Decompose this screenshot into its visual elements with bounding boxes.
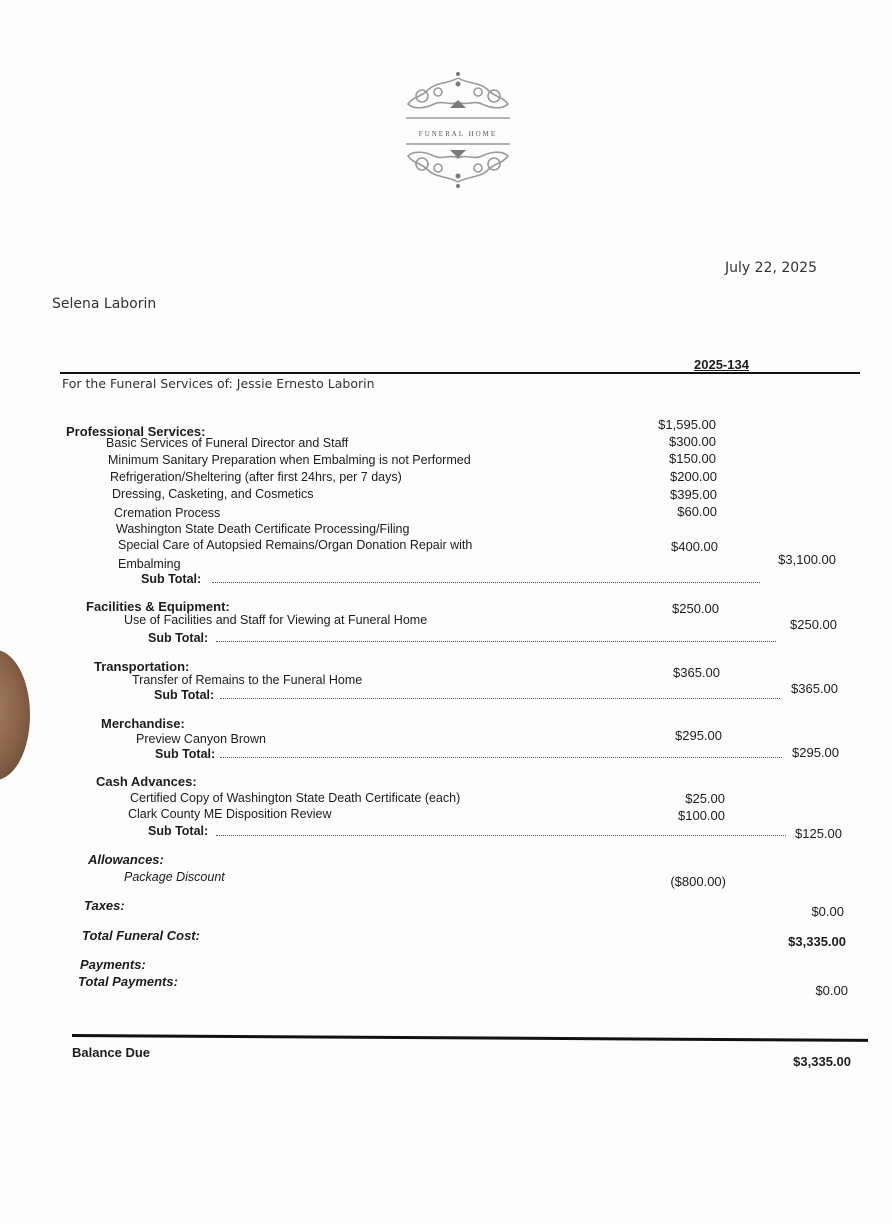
line-item-label: Package Discount — [124, 870, 225, 884]
professional-title: Professional Services: — [66, 424, 206, 439]
line-item-label: Transfer of Remains to the Funeral Home — [132, 673, 363, 687]
service-line — [62, 376, 375, 391]
line-item-amount: $395.00 — [670, 487, 717, 502]
payments-label: Payments: — [80, 957, 146, 972]
line-item-label: Minimum Sanitary Preparation when Embalming is not Performed — [108, 453, 471, 467]
leader-dots — [216, 835, 786, 836]
subtotal-label: Sub Total: — [155, 747, 216, 761]
leader-dots — [220, 757, 782, 758]
line-item-label: Cremation Process — [114, 506, 221, 520]
line-item-amount: $400.00 — [671, 539, 718, 554]
deceased-name: Jessie Ernesto Laborin — [236, 376, 375, 391]
document-date: July 22, 2025 — [725, 260, 817, 276]
line-item-label: Clark County ME Disposition Review — [128, 807, 332, 821]
line-item-label: Use of Facilities and Staff for Viewing at Funeral Home — [124, 613, 428, 627]
recipient-name: Selena Laborin — [52, 296, 157, 312]
taxes-amount: $0.00 — [811, 904, 844, 919]
total-cost-amount: $3,335.00 — [788, 934, 846, 949]
line-item-label: Basic Services of Funeral Director and Staff — [106, 436, 349, 450]
subtotal-amount: $250.00 — [790, 617, 837, 632]
total-cost-label: Total Funeral Cost: — [82, 928, 200, 943]
line-item-label: Washington State Death Certificate Processing/Filing — [116, 522, 410, 536]
line-item-label: Certified Copy of Washington State Death Certificate (each) — [130, 791, 461, 805]
taxes-label: Taxes: — [84, 898, 125, 913]
balance-label: Balance Due — [72, 1045, 151, 1060]
subtotal-amount: $3,100.00 — [778, 552, 836, 567]
subtotal-label: Sub Total: — [141, 572, 202, 586]
line-item-amount: $365.00 — [673, 665, 720, 680]
line-item-amount: $150.00 — [669, 451, 716, 466]
line-item-amount: $100.00 — [678, 808, 725, 823]
leader-dots — [216, 641, 776, 642]
line-item-amount: $300.00 — [669, 434, 716, 449]
merchandise-title: Merchandise: — [101, 716, 185, 731]
leader-dots — [220, 698, 780, 699]
subtotal-label: Sub Total: — [154, 688, 215, 702]
subtotal-amount: $125.00 — [795, 826, 842, 841]
balance-rule — [72, 1034, 868, 1042]
logo-text: FUNERAL HOME — [418, 130, 498, 138]
leader-dots — [212, 582, 760, 583]
line-item-label: Preview Canyon Brown — [136, 732, 266, 746]
facilities-title: Facilities & Equipment: — [86, 599, 230, 614]
invoice-number: 2025-134 — [694, 357, 749, 372]
line-item-amount: $60.00 — [677, 504, 717, 519]
service-label: For the Funeral Services of: — [62, 376, 233, 391]
total-payments-label: Total Payments: — [78, 974, 178, 989]
line-item-amount: ($800.00) — [670, 874, 726, 889]
funeral-home-logo — [392, 70, 524, 190]
line-item-label: Special Care of Autopsied Remains/Organ Donation Repair with — [118, 538, 473, 552]
cash-advances-title: Cash Advances: — [96, 774, 197, 789]
allowances-title: Allowances: — [88, 852, 164, 867]
balance-amount: $3,335.00 — [793, 1054, 851, 1069]
finger-shadow — [0, 650, 30, 780]
line-item-label: Dressing, Casketing, and Cosmetics — [112, 487, 314, 501]
line-item-amount: $250.00 — [672, 601, 719, 616]
total-payments-amount: $0.00 — [815, 983, 848, 998]
subtotal-label: Sub Total: — [148, 631, 209, 645]
line-item-amount: $295.00 — [675, 728, 722, 743]
line-item-label: Embalming — [118, 557, 181, 571]
header-rule — [60, 372, 860, 374]
subtotal-amount: $365.00 — [791, 681, 838, 696]
line-item-amount: $200.00 — [670, 469, 717, 484]
line-item-amount: $25.00 — [685, 791, 725, 806]
transportation-title: Transportation: — [94, 659, 190, 674]
line-item-amount: $1,595.00 — [658, 417, 716, 432]
subtotal-amount: $295.00 — [792, 745, 839, 760]
subtotal-label: Sub Total: — [148, 824, 209, 838]
line-item-label: Refrigeration/Sheltering (after first 24hrs, per 7 days) — [110, 470, 402, 484]
